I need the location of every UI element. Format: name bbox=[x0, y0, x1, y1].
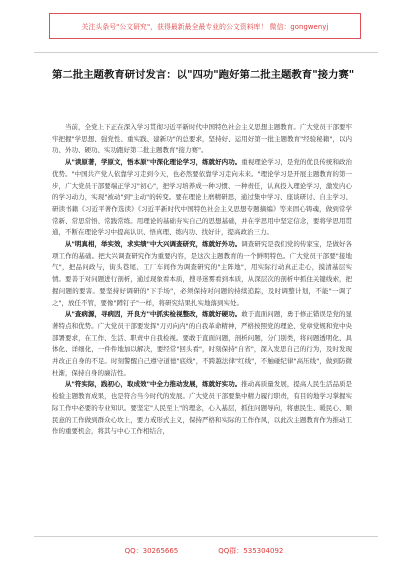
footer-qq: QQ：30265665 bbox=[124, 547, 179, 555]
paragraph-intro bbox=[52, 122, 352, 157]
paragraph-text: 当前，全党上下正在深入学习贯彻习近平新时代中国特色社会主义思想主题教育。广大党员干部要牢牢把握"学思想、强党性、重实践、建新功"的总要求，坚持好、运用好第一批主题教育"经验秘籍"，以内功、外功、硬功、实功跑好第二批主题教育"接力赛"。 bbox=[52, 123, 352, 155]
paragraph-lead: 从"读原著，学原文，悟本原"中深化理论学习，练就好内功。 bbox=[65, 158, 242, 167]
paragraph-lead: 从"明真相，举实效，求实绩"中大兴调查研究，练就好外功。 bbox=[65, 240, 242, 249]
footer bbox=[0, 546, 408, 556]
footer-qq-group: QQ群：535304092 bbox=[218, 547, 284, 555]
paragraph-text: 重视理论学习，是党的优良传统和政治优势。"中国共产党人依靠学习走到今天，也必然要依靠学习走向未来。"理论学习是开展主题教育的第一步，广大党员干部要端正学习"初心"，把学习培养成一种习惯、一种责任，认真投入理论学习，激发内心的学习动力，实现"被动"到"主动"的转变。要在理论上磨精研思，通过集中学习、座谈研讨、自主学习、研读书籍《习近平著作选读》《习近平新时代中国特色社会主义思想专题摘编》等来固心铸魂，做到常学常新、常思常悟、常践常练。用理论的基础夯实自己的思想基础，并在学思用中坚定信念，要将学思用贯通，不断在理论学习中提高认识、悟真理、练内功、找好计，提高政治三力。 bbox=[52, 158, 352, 237]
header-divider bbox=[34, 52, 378, 53]
paragraph-research bbox=[52, 239, 352, 309]
paragraph-lead: 从"符实际，践初心，取成效"中全力推动发展，练就好实功。 bbox=[65, 380, 242, 389]
footer-divider bbox=[34, 536, 378, 537]
document-title: 第二批主题教育研讨发言：以"四功"跑好第二批主题教育"接力赛" bbox=[52, 69, 355, 81]
document-body bbox=[52, 122, 352, 522]
paragraph-text: 推动高质量发展，提高人民生活品质是检验主题教育成果，也是符合当今时代的发展。广大党员干部要集中精力履行职责，有目的地学习掌握实际工作中必要的专业知识。要坚定"人民至上"的理念，心入基层，抓住问题导向，将惠民生、暖民心、顺民意的工作做到群众心坎上，要力戒形式主义，保持严格和实际的工作作风，以此次主题教育作为推动工作的重要机会，将其与中心工作相结合， bbox=[52, 380, 352, 436]
promo-banner bbox=[49, 13, 361, 39]
paragraph-development bbox=[52, 379, 352, 438]
paragraph-text: 调查研究是我们党的传家宝，是做好各项工作的基础。把大兴调查研究作为重要内容，是这次主题教育的一个鲜明特色。广大党员干部要"接地气"，把品问政与，街头巷尾、工厂车间作为调查研究的"主阵地"，用实际行动真正走心，摸清基层实情。要善于对问题进行剖析，通过现象看本质，搜寻迷雾看到本质，从深层次的剖析中抓住关键线索，把握问题的要害。要坚持好调研的"下手场"，必须保持对问题的持续追踪，及时调整计划，不能"一调了之"，放任不管，要像"蹲钉子"一样，将研究结果扎实地落到实处。 bbox=[52, 240, 352, 307]
paragraph-rectification bbox=[52, 309, 352, 379]
paragraph-text: 敢于直面问题，勇于修正错误是党的显著特点和优势。广大党员干部要发挥"刀刃向内"的自我革命精神，严格按照党的理论、党章党规和党中央部署要求，在工作、生活、职责中自我检视。要敢于直面问题，剖析问题，分门别类，将问题透明化、具体化、详细化，一件件地加以解决，要经常"回头看"，时刻保持"自省"，深入发思自己的行为，及时发现并改正自身的不足。时刻警醒自己遵守道德"底线"，不跨越法律"红线"，不触碰纪律"高压线"，做到防微杜渐，保持自身的廉洁性。 bbox=[52, 310, 352, 377]
paragraph-lead: 从"查病源，寻病因，开良方"中抓实检视整改，练就好硬功。 bbox=[65, 310, 242, 319]
promo-banner-text: 关注头条号"公文研究"，获得最新最全最专业的公文资料库！ 微信：gongwenyj bbox=[81, 23, 329, 31]
paragraph-theory bbox=[52, 157, 352, 239]
